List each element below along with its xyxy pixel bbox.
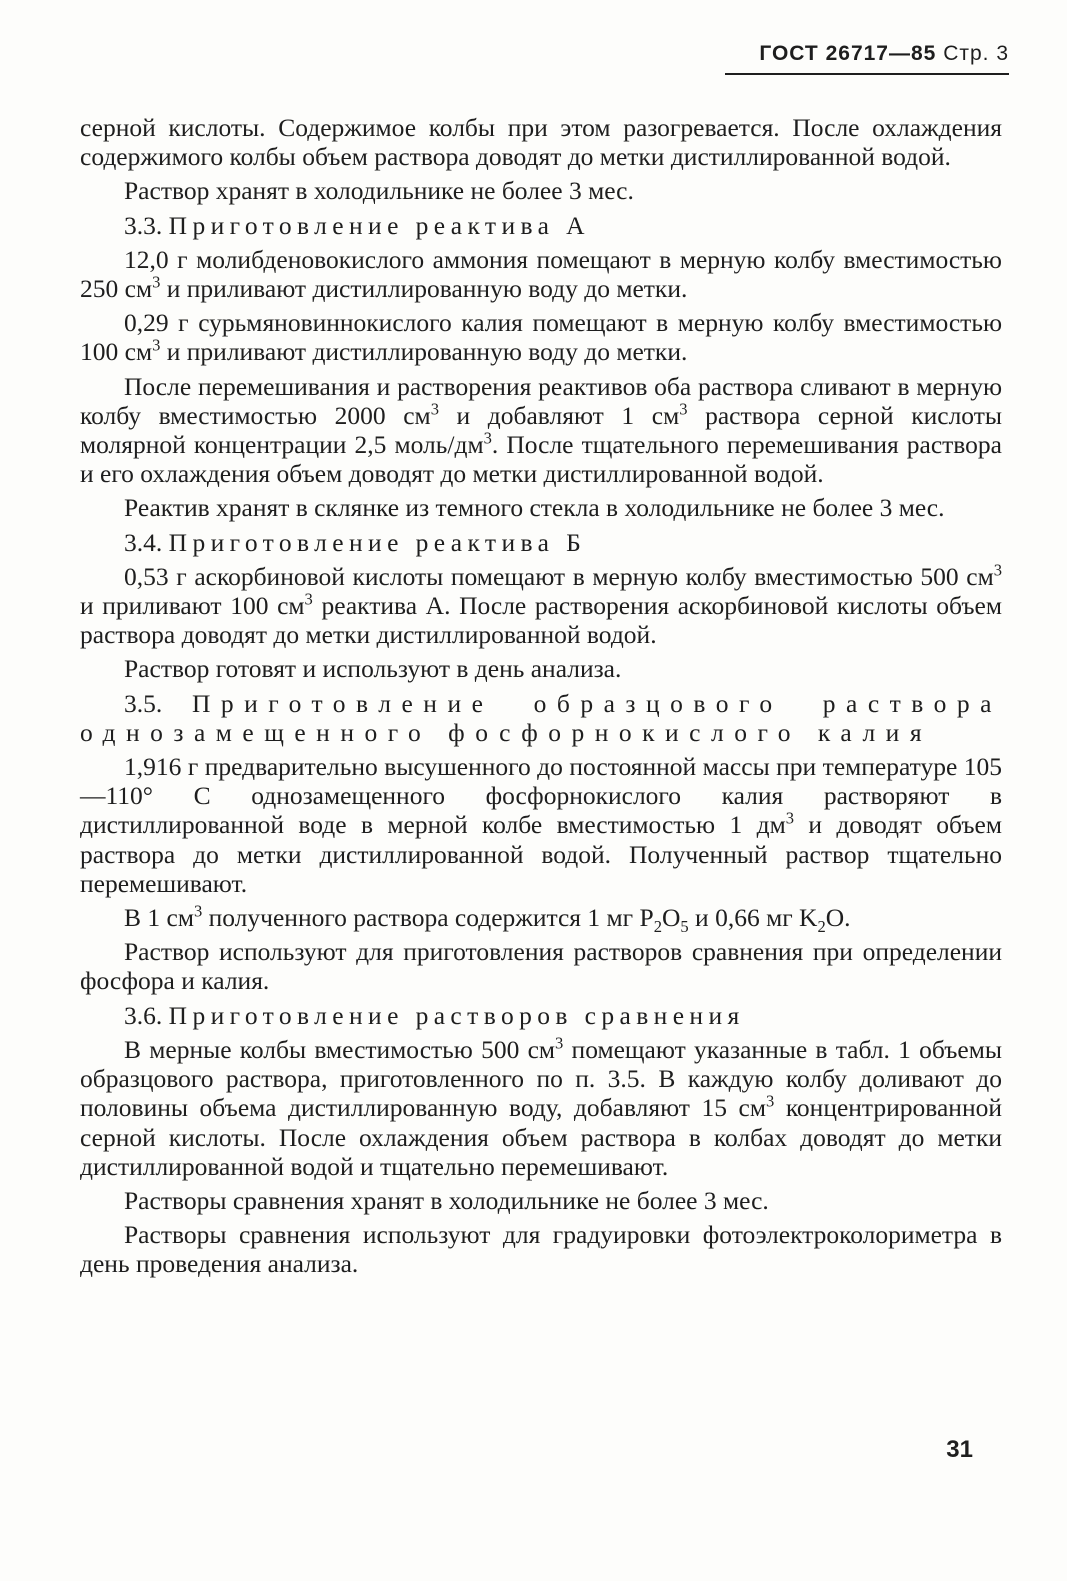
paragraph: 12,0 г молибденовокислого аммония помещают в мерную колбу вместимостью 250 $см^3$ и приливают дистиллированную воду до метки. — [80, 244, 1002, 304]
paragraph: 0,29 г сурьмяновиннокислого калия помещают в мерную колбу вместимостью 100 $см^3$ и приливают дистиллированную воду до метки. — [80, 308, 1002, 367]
section-heading-3-6: 3.6. Приготовление растворов сравнения — [124, 1000, 745, 1030]
paragraph: Растворы сравнения хранят в холодильнике не более 3 мес. — [124, 1185, 769, 1215]
paragraph: В мерные колбы вместимостью 500 $см^3$ помещают указанные в табл. 1 объемы образцового раствора, приготовленного по п. 3.5. В каждую колбу доливают до половины объема дистиллированную воду, добавляют 15 $см^3$ концентрированной серной кислоты. После охлаждения объем раствора в колбах доводят до метки дистиллированной водой и тщательно перемешивают. — [80, 1033, 1003, 1181]
paragraph: 0,53 г аскорбиновой кислоты помещают в мерную колбу вместимостью 500 $см^3$ и приливают 100 $см^3$ реактива А. После растворения аскорбиновой кислоты объем раствора доводят до метки дистиллированной водой. — [80, 560, 1002, 650]
page-indicator: Стр. 3 — [943, 42, 1009, 65]
page-header — [725, 42, 1009, 75]
paragraph: После перемешивания и растворения реактивов оба раствора сливают в мерную колбу вместимостью 2000 $см^3$ и добавляют 1 $см^3$ раствора серной кислоты молярной концентрации 2,5 моль/$дм^3$. После тщательного перемешивания раствора и его охлаждения объем доводят до метки дистиллированной водой. — [80, 371, 1002, 489]
paragraph: Растворы сравнения используют для градуировки фотоэлектроколориметра в день проведения анализа. — [80, 1220, 1002, 1279]
standard-number: ГОСТ 26717—85 — [759, 42, 937, 65]
body-text — [80, 113, 1002, 1279]
paragraph: Раствор готовят и используют в день анализа. — [124, 654, 622, 684]
section-heading-3-5: 3.5. Приготовление образцового раствора однозамещенного фосфорнокислого калия — [80, 688, 1002, 747]
paragraph: Реактив хранят в склянке из темного стекла в холодильнике не более 3 мес. — [124, 493, 945, 523]
section-heading-3-4: 3.4. Приготовление реактива Б — [124, 527, 587, 557]
paragraph: серной кислоты. Содержимое колбы при этом разогревается. После охлаждения содержимого колбы объем раствора доводят до метки дистиллированной водой. — [80, 113, 1002, 172]
page-number: 31 — [946, 1436, 973, 1463]
paragraph: 1,916 г предварительно высушенного до постоянной массы при температуре 105—110° С однозамещенного фосфорнокислого калия растворяют в дистиллированной воде в мерной колбе вместимостью 1 $дм^3$ и доводят объем раствора до метки дистиллированной водой. Полученный раствор тщательно перемешивают. — [80, 752, 1002, 898]
paragraph: Раствор хранят в холодильнике не более 3 мес. — [124, 176, 634, 206]
paragraph: В 1 $см^3$ полученного раствора содержится 1 мг $Р_2О_5$ и 0,66 мг $K_2O$. — [124, 901, 851, 937]
paragraph: Раствор используют для приготовления растворов сравнения при определении фосфора и калия. — [80, 937, 1002, 996]
section-heading-3-3: 3.3. Приготовление реактива А — [124, 210, 590, 240]
